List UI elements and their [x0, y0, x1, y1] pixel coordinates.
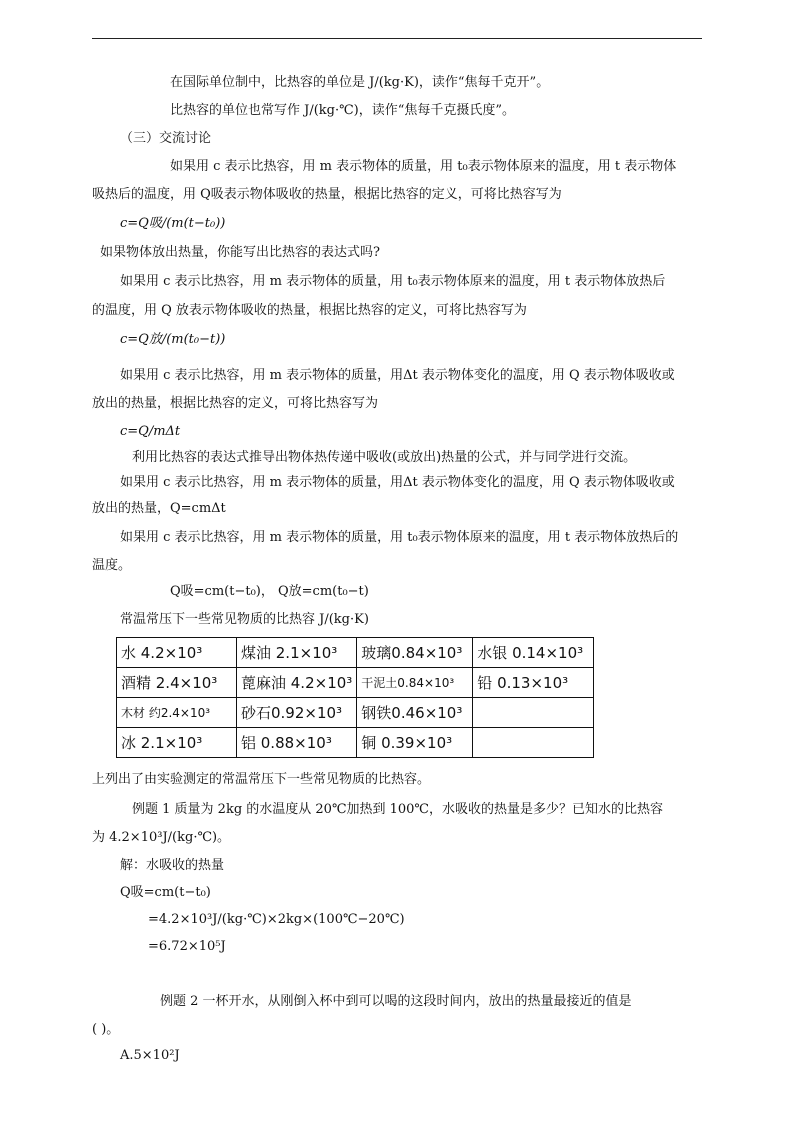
- text-line: 如果用 c 表示比热容，用 m 表示物体的质量，用 t₀表示物体原来的温度，用 t 表示物体放热后: [120, 274, 666, 289]
- table-row: [117, 638, 594, 668]
- table-cell: 钢铁0.46×10³: [357, 698, 473, 728]
- formula-delta: c=Q/mΔt: [120, 424, 181, 439]
- example-1: 例题 1 质量为 2kg 的水温度从 20℃加热到 100℃，水吸收的热量是多少？已知水的比热容: [132, 802, 663, 817]
- example-2: 例题 2 一杯开水，从刚倒入杯中到可以喝的这段时间内，放出的热量最接近的值是: [160, 994, 632, 1009]
- text-line: 如果用 c 表示比热容，用 m 表示物体的质量，用Δt 表示物体变化的温度，用 Q 表示物体吸收或: [120, 368, 675, 383]
- table-cell: 水 4.2×10³: [117, 638, 237, 668]
- table-cell: 干泥土0.84×10³: [357, 668, 473, 698]
- table-cell: 砂石0.92×10³: [237, 698, 357, 728]
- text-line: 在国际单位制中，比热容的单位是 J/(kg·K)，读作“焦每千克开”。: [170, 75, 550, 90]
- text-line: 放出的热量，Q=cmΔt: [92, 501, 226, 516]
- text-line: 为 4.2×10³J/(kg·℃)。: [92, 830, 231, 845]
- solution-step: =4.2×10³J/(kg·℃)×2kg×(100℃−20℃): [148, 912, 405, 927]
- formula-release: c=Q放/(m(t₀−t)): [120, 332, 226, 347]
- text-line: 利用比热容的表达式推导出物体热传递中吸收(或放出)热量的公式，并与同学进行交流。: [132, 450, 637, 465]
- text-line: 如果用 c 表示比热容，用 m 表示物体的质量，用 t₀表示物体原来的温度，用 t 表示物体: [170, 159, 677, 174]
- table-row: [117, 668, 594, 698]
- section-heading: （三）交流讨论: [120, 131, 212, 146]
- table-cell: 铅 0.13×10³: [473, 668, 594, 698]
- table-cell: 铝 0.88×10³: [237, 728, 357, 758]
- table-row: [117, 728, 594, 758]
- text-line: 如果用 c 表示比热容，用 m 表示物体的质量，用Δt 表示物体变化的温度，用 Q 表示物体吸收或: [120, 475, 675, 490]
- table-cell: [473, 698, 594, 728]
- option-a: A.5×10²J: [120, 1048, 180, 1063]
- table-caption: 常温常压下一些常见物质的比热容 J/(kg·K): [120, 612, 369, 627]
- table-row: [117, 698, 594, 728]
- text-line: 温度。: [92, 558, 132, 573]
- text-line: ( )。: [92, 1022, 120, 1037]
- text-line: 如果物体放出热量，你能写出比热容的表达式吗?: [100, 245, 380, 260]
- header-rule: [92, 38, 702, 39]
- table-cell: 水银 0.14×10³: [473, 638, 594, 668]
- specific-heat-table: [116, 637, 594, 758]
- formula-absorb: c=Q吸/(m(t−t₀)): [120, 216, 226, 231]
- text-line: 的温度，用 Q 放表示物体吸收的热量，根据比热容的定义，可将比热容写为: [92, 303, 527, 318]
- text-line: 放出的热量，根据比热容的定义，可将比热容写为: [92, 396, 379, 411]
- solution-step: =6.72×10⁵J: [148, 939, 226, 954]
- table-cell: 玻璃0.84×10³: [357, 638, 473, 668]
- text-line: 比热容的单位也常写作 J/(kg·℃)，读作“焦每千克摄氏度”。: [170, 103, 516, 118]
- text-line: 如果用 c 表示比热容，用 m 表示物体的质量，用 t₀表示物体原来的温度，用 t 表示物体放热后的: [120, 530, 679, 545]
- table-cell: 木材 约2.4×10³: [117, 698, 237, 728]
- text-line: 吸热后的温度，用 Q吸表示物体吸收的热量，根据比热容的定义，可将比热容写为: [92, 187, 562, 202]
- solution-label: 解：水吸收的热量: [120, 858, 225, 873]
- solution-step: Q吸=cm(t−t₀): [120, 885, 211, 900]
- table-cell: 酒精 2.4×10³: [117, 668, 237, 698]
- table-cell: 铜 0.39×10³: [357, 728, 473, 758]
- table-cell: 蓖麻油 4.2×10³: [237, 668, 357, 698]
- table-cell: [473, 728, 594, 758]
- table-cell: 冰 2.1×10³: [117, 728, 237, 758]
- table-cell: 煤油 2.1×10³: [237, 638, 357, 668]
- text-line: 上列出了由实验测定的常温常压下一些常见物质的比热容。: [92, 772, 431, 787]
- formula-pair: Q吸=cm(t−t₀)， Q放=cm(t₀−t): [170, 584, 369, 599]
